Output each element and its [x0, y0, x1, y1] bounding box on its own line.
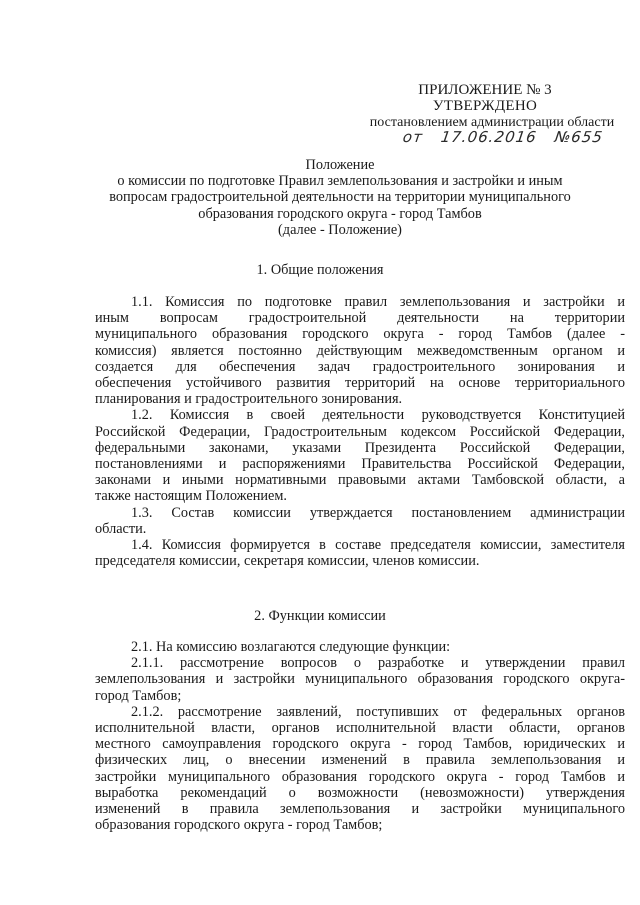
resolution-line: постановлением администрации области: [369, 115, 615, 130]
text-line: застройки муниципального образования городского округа - город Тамбов и: [95, 768, 625, 785]
section-heading-functions: 2. Функции комиссии: [254, 608, 386, 624]
text-line: изменений в правила землепользования и застройки муниципального: [95, 801, 625, 818]
handwritten-date: 17.06.2016: [439, 128, 539, 146]
text-line: 1.3. Состав комиссии утверждается постановлением администрации: [131, 504, 625, 521]
handwritten-number: №655: [553, 128, 605, 146]
title-line: вопросам градостроительной деятельности на территории муниципального: [109, 189, 571, 206]
text-line: постановлениями и распоряжениями Правительства Российской Федерации,: [95, 456, 625, 473]
text-line: планирования и градостроительного зонирования.: [95, 391, 403, 408]
text-line: области.: [95, 520, 147, 537]
text-line: 2.1.2. рассмотрение заявлений, поступивших от федеральных органов: [131, 703, 625, 720]
section-general-body: [95, 294, 625, 569]
text-line: 1.1. Комиссия по подготовке правил землепользования и застройки и: [131, 294, 625, 310]
text-line: Российской Федерации, Градостроительным кодексом Российской Федерации,: [95, 423, 625, 440]
text-line: физических лиц, о внесении изменений в правила землепользования и: [95, 752, 625, 769]
text-line: 1.2. Комиссия в своей деятельности руководствуется Конституцией: [131, 407, 625, 424]
text-line: 1.4. Комиссия формируется в составе председателя комиссии, заместителя: [131, 537, 625, 554]
paragraph-2-1-1: [95, 655, 625, 704]
text-line: землепользования и застройки муниципального образования городского округа-: [95, 671, 625, 688]
text-line: исполнительной власти, органов исполнительной власти области, органов: [95, 720, 625, 737]
text-line: образования городского округа - город Тамбов;: [95, 817, 383, 834]
handwritten-date-number: [375, 129, 631, 145]
title-line: о комиссии по подготовке Правил землепользования и застройки и иным: [117, 173, 563, 190]
title-line: (далее - Положение): [278, 221, 402, 238]
text-line: также настоящим Положением.: [95, 488, 287, 505]
handwritten-prefix: от: [401, 128, 425, 146]
text-line: председателя комиссии, секретаря комиссии, членов комиссии.: [95, 553, 480, 570]
text-line: 2.1.1. рассмотрение вопросов о разработке и утверждении правил: [131, 655, 625, 672]
text-line: федеральными законами, указами Президента Российской Федерации,: [95, 439, 625, 456]
paragraph-1-3: [95, 505, 625, 537]
text-line: комиссия) является постоянно действующим межведомственным органом и: [95, 342, 625, 359]
title-line: Положение: [305, 157, 375, 173]
text-line: 2.1. На комиссию возлагаются следующие функции:: [131, 639, 451, 655]
appendix-number: ПРИЛОЖЕНИЕ № 3: [418, 82, 552, 98]
text-line: законами и иными нормативными правовыми актами Тамбовской области, а: [95, 472, 625, 489]
text-line: обеспечения устойчивого развития территорий на основе территориального: [95, 375, 625, 392]
approved-label: УТВЕРЖДЕНО: [432, 98, 538, 114]
paragraph-1-4: [95, 537, 625, 569]
section-functions-body: [95, 639, 625, 833]
title-line: образования городского округа - город Тамбов: [198, 205, 482, 222]
document-title: [80, 157, 600, 238]
paragraph-1-1: [95, 294, 625, 407]
text-line: местного самоуправления городского округа - город Тамбов, юридических и: [95, 736, 625, 753]
section-heading-general: 1. Общие положения: [256, 262, 384, 278]
text-line: создается для обеспечения задач градостроительного зонирования и: [95, 358, 625, 375]
paragraph-1-2: [95, 407, 625, 504]
approval-stamp: [340, 82, 630, 145]
paragraph-2-1: [95, 639, 625, 655]
paragraph-2-1-2: [95, 704, 625, 834]
text-line: город Тамбов;: [95, 687, 182, 704]
text-line: иным вопросам градостроительной деятельности на территории: [95, 310, 625, 327]
text-line: муниципального образования городского округа - город Тамбов (далее -: [95, 326, 625, 343]
text-line: выработка рекомендаций о возможности (невозможности) утверждения: [95, 784, 625, 801]
